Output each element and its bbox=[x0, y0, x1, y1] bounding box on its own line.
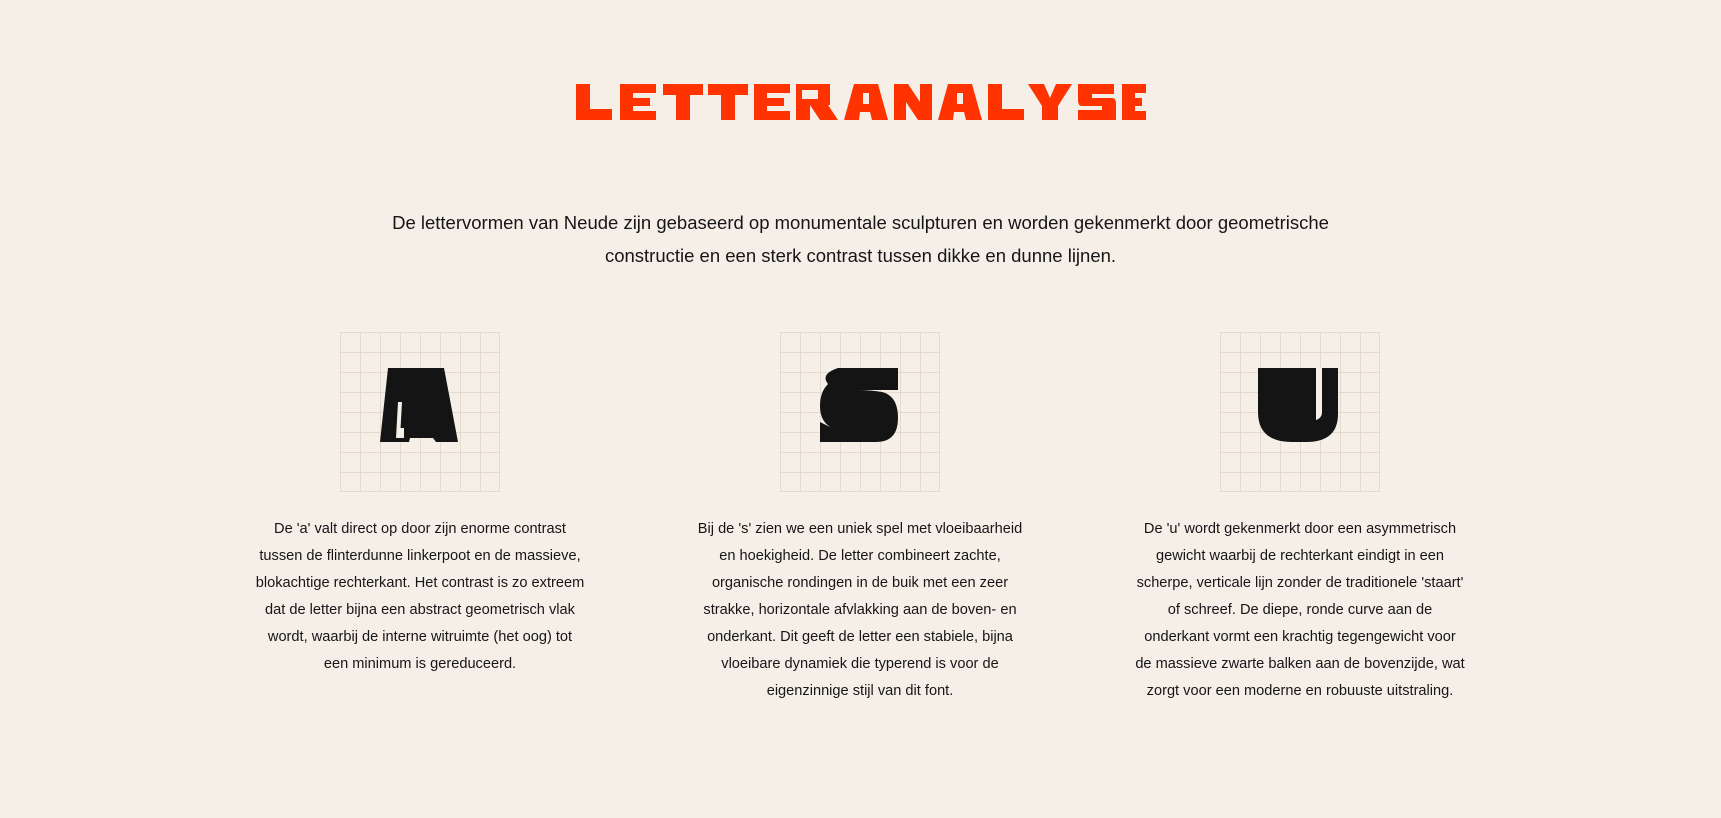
letter-u-description: De 'u' wordt gekenmerkt door een asymmetrisch gewicht waarbij de rechterkant eindigt in een scherpe, verticale lijn zonder de traditionele 'staart' of schreef. De diepe, ronde curve aan de onderkant vormt een krachtig tegengewicht voor de massieve zwarte balken aan de bovenzijde, wat zorgt voor een moderne en robuuste uitstraling. bbox=[1135, 521, 1465, 699]
letter-u-glyph-icon bbox=[1220, 332, 1380, 492]
title-display-lettering bbox=[576, 82, 1146, 122]
letter-s-description: Bij de 's' zien we een uniek spel met vloeibaarheid en hoekigheid. De letter combineert zachte, organische rondingen in de buik met een zeer strakke, horizontale afvlakking aan de boven- en onderkant. Dit geeft de letter een stabiele, bijna vloeibare dynamiek die typerend is voor de eigenzinnige stijl van dit font. bbox=[697, 521, 1023, 699]
intro-paragraph: De lettervormen van Neude zijn gebaseerd op monumentale sculpturen en worden gekenmerkt door geometrische constructie en een sterk contrast tussen dikke en dunne lijnen. bbox=[392, 211, 1329, 266]
glyph-grid-u bbox=[1220, 332, 1380, 492]
letter-a-description: De 'a' valt direct op door zijn enorme contrast tussen de flinterdunne linkerpoot en de massieve, blokachtige rechterkant. Het contrast is zo extreem dat de letter bijna een abstract geometrisch vlak wordt, waarbij de interne witruimte (het oog) tot een minimum is gereduceerd. bbox=[255, 521, 585, 672]
page-title bbox=[0, 82, 1721, 122]
letter-s-glyph-icon bbox=[780, 332, 940, 492]
letter-card-s bbox=[690, 332, 1030, 720]
glyph-grid-a bbox=[340, 332, 500, 492]
letter-card-a bbox=[250, 332, 590, 693]
letter-a-glyph-icon bbox=[340, 332, 500, 492]
letter-card-u bbox=[1130, 332, 1470, 720]
glyph-grid-s bbox=[780, 332, 940, 492]
